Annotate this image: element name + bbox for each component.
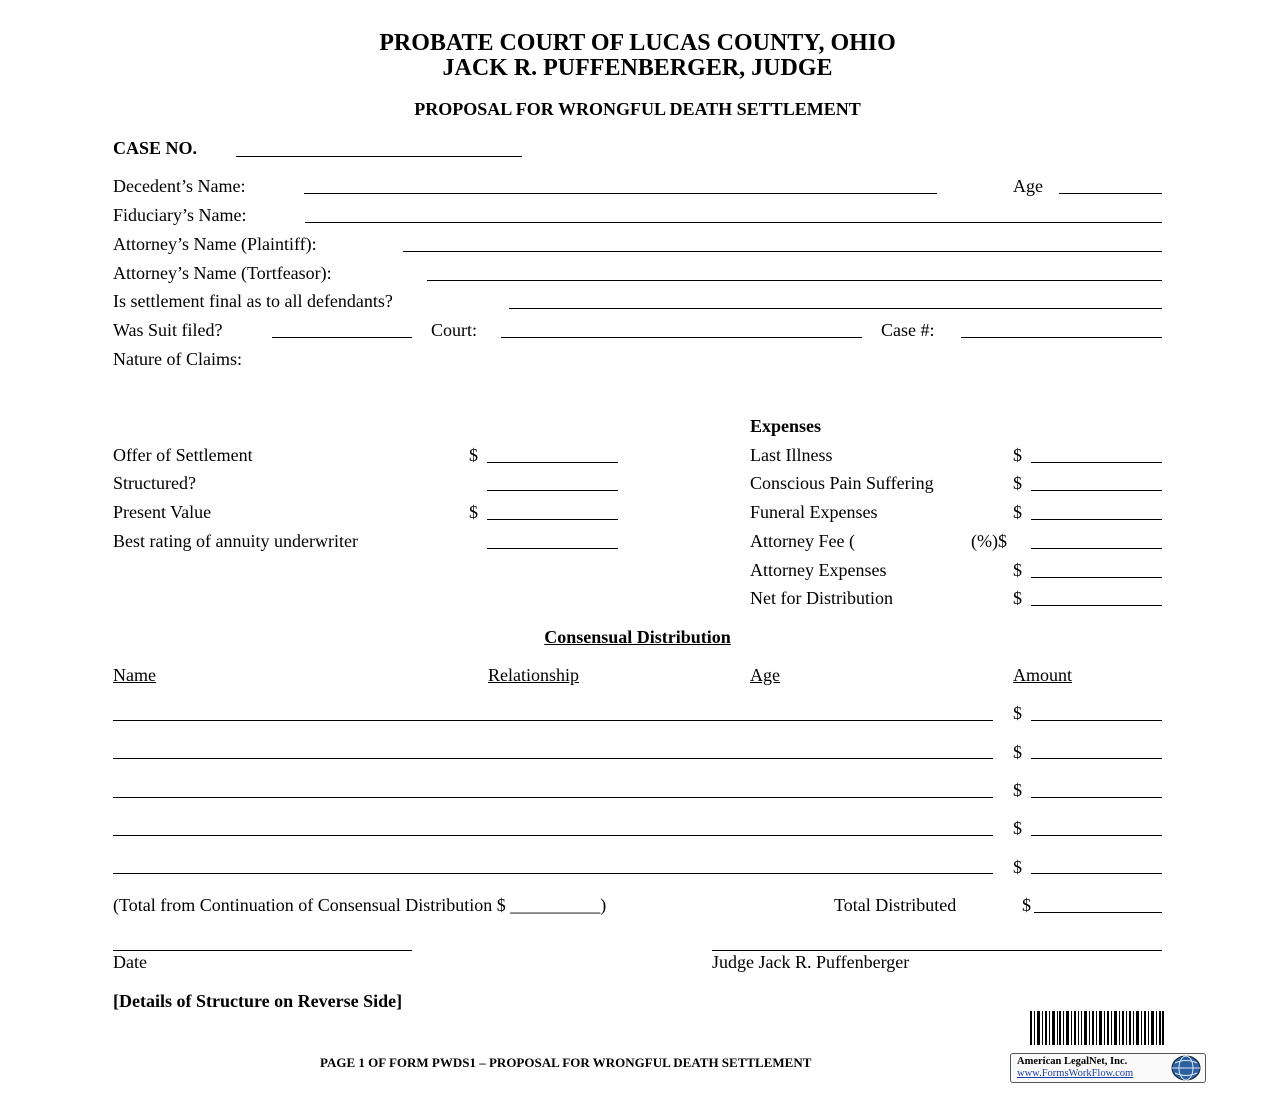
expenses-heading: Expenses <box>750 416 822 436</box>
offer-dollar-sign: $ <box>469 445 478 465</box>
row-dollar-sign: $ <box>1013 857 1022 877</box>
net-distribution-dollar: $ <box>1013 588 1022 608</box>
amount-field[interactable] <box>1031 720 1162 721</box>
row-dollar-sign: $ <box>1013 780 1022 800</box>
attorney-expenses-field[interactable] <box>1031 577 1162 578</box>
beneficiary-line[interactable] <box>113 873 993 874</box>
best-rating-field[interactable] <box>487 548 618 549</box>
conscious-pain-label: Conscious Pain Suffering <box>750 473 934 493</box>
case-number-label: Case #: <box>881 320 935 340</box>
amount-field[interactable] <box>1031 835 1162 836</box>
last-illness-label: Last Illness <box>750 445 833 465</box>
attorney-fee-percent: (%)$ <box>971 531 1007 551</box>
col-relationship-header: Relationship <box>488 665 579 685</box>
form-title: PROPOSAL FOR WRONGFUL DEATH SETTLEMENT <box>414 99 861 119</box>
present-value-dollar-sign: $ <box>469 502 478 522</box>
total-distributed-label: Total Distributed <box>834 895 957 915</box>
total-distributed-field[interactable] <box>1034 912 1162 913</box>
judge-title: JACK R. PUFFENBERGER, JUDGE <box>442 55 833 81</box>
case-no-field[interactable] <box>236 156 522 157</box>
funeral-expenses-label: Funeral Expenses <box>750 502 878 522</box>
col-amount-header: Amount <box>1013 665 1073 685</box>
row-dollar-sign: $ <box>1013 703 1022 723</box>
total-distributed-dollar: $ <box>1022 895 1031 915</box>
funeral-expenses-dollar: $ <box>1013 502 1022 522</box>
offer-of-settlement-label: Offer of Settlement <box>113 445 253 465</box>
consensual-distribution-heading: Consensual Distribution <box>544 627 731 647</box>
last-illness-field[interactable] <box>1031 462 1162 463</box>
court-field[interactable] <box>501 337 862 338</box>
suit-filed-field[interactable] <box>272 337 412 338</box>
beneficiary-line[interactable] <box>113 835 993 836</box>
row-dollar-sign: $ <box>1013 818 1022 838</box>
settlement-final-field[interactable] <box>509 308 1162 309</box>
vendor-logo-box[interactable] <box>1010 1053 1206 1083</box>
conscious-pain-dollar: $ <box>1013 473 1022 493</box>
court-title: PROBATE COURT OF LUCAS COUNTY, OHIO <box>379 30 896 56</box>
case-number-field[interactable] <box>961 337 1162 338</box>
attorney-fee-label: Attorney Fee ( <box>750 531 855 551</box>
funeral-expenses-field[interactable] <box>1031 519 1162 520</box>
conscious-pain-field[interactable] <box>1031 490 1162 491</box>
structured-label: Structured? <box>113 473 196 493</box>
beneficiary-line[interactable] <box>113 797 993 798</box>
structured-field[interactable] <box>487 490 618 491</box>
attorney-expenses-label: Attorney Expenses <box>750 560 887 580</box>
reverse-side-note: [Details of Structure on Reverse Side] <box>113 991 403 1011</box>
fiduciary-name-label: Fiduciary’s Name: <box>113 205 247 225</box>
date-signature-line[interactable] <box>113 950 412 951</box>
globe-logo-icon <box>1169 1055 1203 1081</box>
amount-field[interactable] <box>1031 873 1162 874</box>
vendor-url-link[interactable]: www.FormsWorkFlow.com <box>1017 1068 1134 1079</box>
amount-field[interactable] <box>1031 758 1162 759</box>
vendor-name: American LegalNet, Inc. <box>1017 1056 1128 1067</box>
row-dollar-sign: $ <box>1013 742 1022 762</box>
attorney-tortfeasor-field[interactable] <box>427 280 1162 281</box>
footer-page-text: PAGE 1 OF FORM PWDS1 – PROPOSAL FOR WRONGFUL DEATH SETTLEMENT <box>320 1055 812 1070</box>
attorney-tortfeasor-label: Attorney’s Name (Tortfeasor): <box>113 263 332 283</box>
amount-field[interactable] <box>1031 797 1162 798</box>
nature-of-claims-label: Nature of Claims: <box>113 349 242 369</box>
suit-filed-label: Was Suit filed? <box>113 320 223 340</box>
last-illness-dollar: $ <box>1013 445 1022 465</box>
judge-signature-line[interactable] <box>712 950 1162 951</box>
age-field[interactable] <box>1059 193 1162 194</box>
barcode-icon <box>1030 1011 1164 1045</box>
present-value-label: Present Value <box>113 502 212 522</box>
offer-of-settlement-field[interactable] <box>487 462 618 463</box>
settlement-final-label: Is settlement final as to all defendants? <box>113 291 393 311</box>
case-no-label: CASE NO. <box>113 138 198 158</box>
decedent-name-field[interactable] <box>304 193 937 194</box>
beneficiary-line[interactable] <box>113 758 993 759</box>
col-age-header: Age <box>750 665 780 685</box>
judge-signature-label: Judge Jack R. Puffenberger <box>712 952 910 972</box>
attorney-plaintiff-field[interactable] <box>403 251 1162 252</box>
decedent-name-label: Decedent’s Name: <box>113 176 246 196</box>
net-distribution-label: Net for Distribution <box>750 588 893 608</box>
date-label: Date <box>113 952 147 972</box>
beneficiary-line[interactable] <box>113 720 993 721</box>
attorney-fee-field[interactable] <box>1031 548 1162 549</box>
attorney-expenses-dollar: $ <box>1013 560 1022 580</box>
age-label: Age <box>1013 176 1043 196</box>
best-rating-label: Best rating of annuity underwriter <box>113 531 358 551</box>
court-label: Court: <box>431 320 478 340</box>
present-value-field[interactable] <box>487 519 618 520</box>
attorney-plaintiff-label: Attorney’s Name (Plaintiff): <box>113 234 317 254</box>
col-name-header: Name <box>113 665 156 685</box>
net-distribution-field[interactable] <box>1031 605 1162 606</box>
total-continuation-text: (Total from Continuation of Consensual Distribution $ __________) <box>113 895 607 915</box>
fiduciary-name-field[interactable] <box>305 222 1162 223</box>
